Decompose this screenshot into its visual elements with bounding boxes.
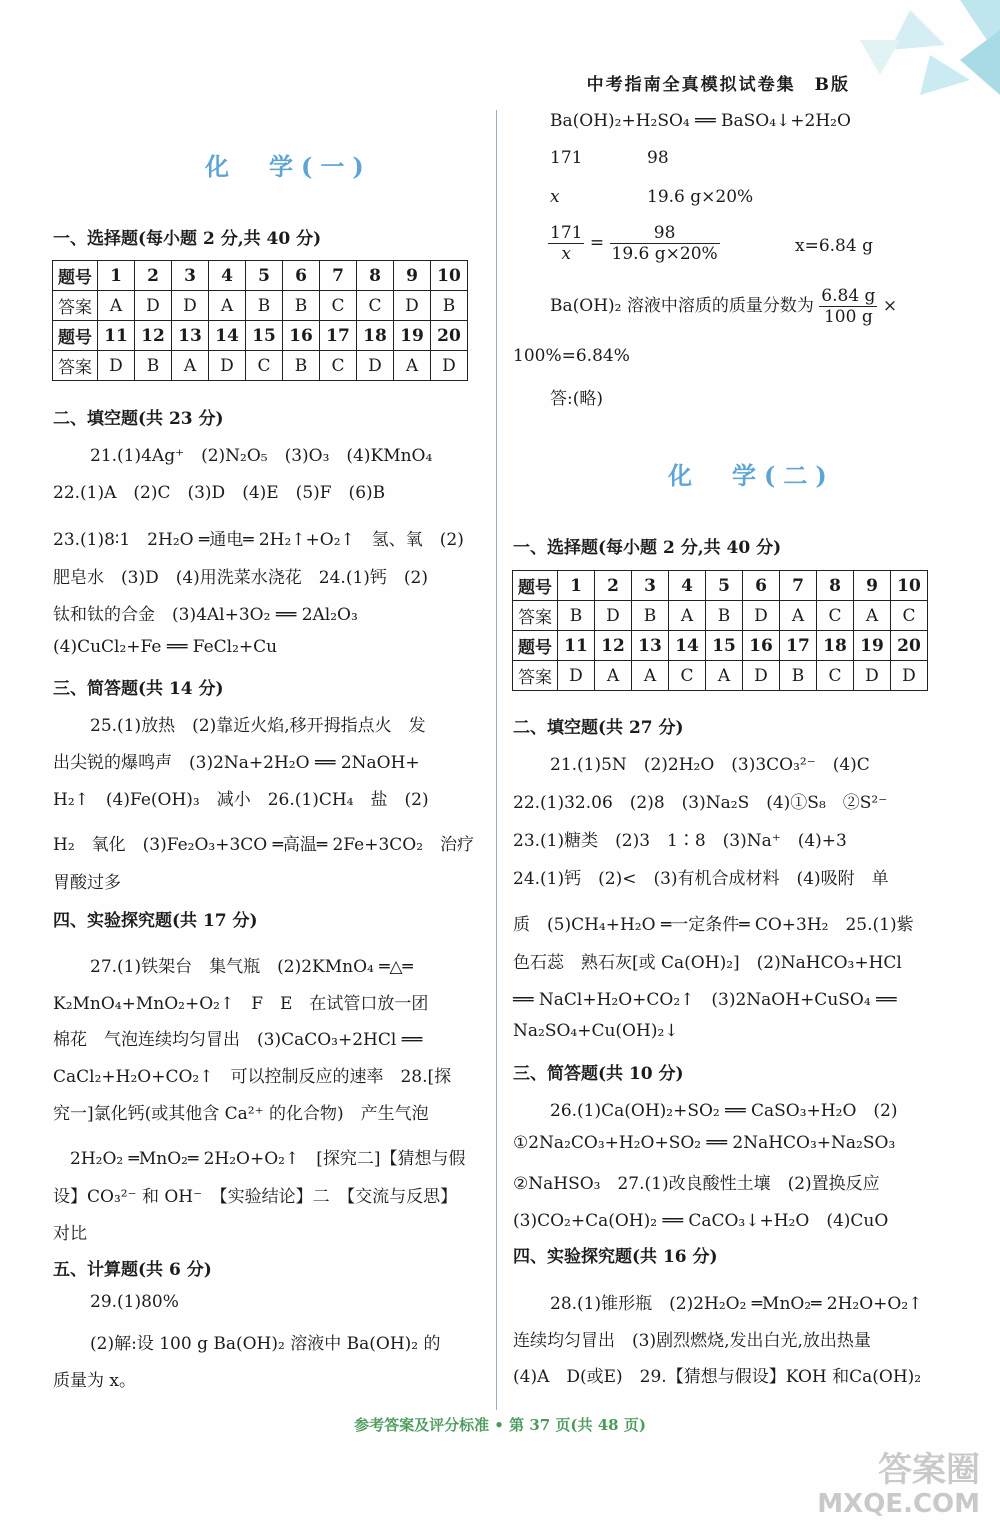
table-cell: 1: [558, 571, 595, 601]
answer-line: 究一]氯化钙(或其他含 Ca²⁺ 的化合物) 产生气泡: [53, 1104, 429, 1124]
fraction: [548, 223, 584, 264]
table-cell: 13: [632, 631, 669, 661]
answer-line: (2)解:设 100 g Ba(OH)₂ 溶液中 Ba(OH)₂ 的: [90, 1334, 441, 1354]
answer-line: H₂ 氧化 (3)Fe₂O₃+3CO ═高温═ 2Fe+3CO₂ 治疗: [53, 835, 475, 855]
table-cell: D: [357, 351, 394, 381]
table-label: 答案: [53, 291, 98, 321]
table-cell: 3: [632, 571, 669, 601]
table-cell: 17: [320, 321, 357, 351]
table-cell: B: [246, 291, 283, 321]
table-cell: D: [891, 661, 928, 691]
table-cell: B: [632, 601, 669, 631]
table-cell: A: [669, 601, 706, 631]
fraction-numerator: 98: [610, 223, 720, 244]
answer-line: 连续均匀冒出 (3)剧烈燃烧,发出白光,放出热量: [513, 1331, 871, 1351]
answer-line: CaCl₂+H₂O+CO₂↑ 可以控制反应的速率 28.[探: [53, 1067, 452, 1087]
table-cell: A: [209, 291, 246, 321]
table-cell: A: [98, 291, 135, 321]
table-cell: A: [172, 351, 209, 381]
table-cell: C: [891, 601, 928, 631]
answer-line: ══ NaCl+H₂O+CO₂↑ (3)2NaOH+CuSO₄ ══: [513, 990, 897, 1010]
answer-table-2: [512, 570, 928, 691]
answer-line: 质量为 x。: [53, 1371, 136, 1391]
heading-calc: 五、计算题(共 6 分): [53, 1260, 212, 1280]
table-cell: 4: [209, 261, 246, 291]
fraction: [610, 223, 720, 264]
table-cell: 3: [172, 261, 209, 291]
heading-choice: 一、选择题(每小题 2 分,共 40 分): [53, 229, 322, 249]
page-footer: 参考答案及评分标准 • 第 37 页(共 48 页): [354, 1416, 646, 1434]
fraction-numerator: 171: [550, 223, 583, 243]
table-cell: 10: [891, 571, 928, 601]
answer-line: H₂↑ (4)Fe(OH)₃ 减小 26.(1)CH₄ 盐 (2): [53, 790, 429, 810]
heading-choice: 一、选择题(每小题 2 分,共 40 分): [513, 538, 782, 558]
table-cell: D: [394, 291, 431, 321]
table-row: [53, 261, 468, 291]
table-cell: 15: [706, 631, 743, 661]
table-row: [513, 661, 928, 691]
table-cell: D: [854, 661, 891, 691]
table-cell: 12: [595, 631, 632, 661]
table-cell: 16: [743, 631, 780, 661]
answer-line: 29.(1)80%: [90, 1292, 179, 1312]
answer-line: 肥皂水 (3)D (4)用洗菜水浇花 24.(1)钙 (2): [53, 568, 428, 588]
times-sign: ×: [882, 296, 898, 316]
answer-line: (3)CO₂+Ca(OH)₂ ══ CaCO₃↓+H₂O (4)CuO: [513, 1211, 889, 1231]
table-cell: 18: [357, 321, 394, 351]
table-row: [513, 601, 928, 631]
answer-line: 25.(1)放热 (2)靠近火焰,移开拇指点火 发: [90, 716, 426, 736]
table-cell: 11: [98, 321, 135, 351]
table-cell: C: [817, 601, 854, 631]
table-cell: C: [669, 661, 706, 691]
table-cell: 2: [135, 261, 172, 291]
table-cell: 13: [172, 321, 209, 351]
table-row: [53, 291, 468, 321]
fraction-denominator: 100 g: [823, 307, 873, 327]
table-cell: 7: [780, 571, 817, 601]
heading-fill: 二、填空题(共 27 分): [513, 718, 684, 738]
table-cell: 11: [558, 631, 595, 661]
answer-line: 设】CO₃²⁻ 和 OH⁻ 【实验结论】二 【交流与反思】: [53, 1187, 458, 1207]
table-cell: B: [558, 601, 595, 631]
table-label: 题号: [513, 571, 558, 601]
table-cell: 9: [394, 261, 431, 291]
answer-line: 出尖锐的爆鸣声 (3)2Na+2H₂O ══ 2NaOH+: [53, 753, 420, 773]
watermark-url: MXQE.COM: [817, 1489, 980, 1519]
table-cell: 2: [595, 571, 632, 601]
table-cell: 19: [394, 321, 431, 351]
table-cell: 5: [246, 261, 283, 291]
table-cell: 5: [706, 571, 743, 601]
calc-result: x=6.84 g: [795, 236, 873, 256]
table-cell: B: [431, 291, 468, 321]
answer-line: 对比: [53, 1224, 87, 1244]
answer-line: (4)A D(或E) 29.【猜想与假设】KOH 和Ca(OH)₂: [513, 1367, 922, 1387]
answer-line: 色石蕊 熟石灰[或 Ca(OH)₂] (2)NaHCO₃+HCl: [513, 953, 902, 973]
equals-sign: =: [589, 233, 605, 253]
answer-line: ①2Na₂CO₃+H₂O+SO₂ ══ 2NaHCO₃+Na₂SO₃: [513, 1133, 896, 1153]
answer-line: 棉花 气泡连续均匀冒出 (3)CaCO₃+2HCl ══: [53, 1030, 423, 1050]
concentration-line: [550, 286, 897, 327]
calc-value: 98: [647, 148, 669, 168]
table-label: 题号: [53, 321, 98, 351]
table-cell: 10: [431, 261, 468, 291]
table-cell: 7: [320, 261, 357, 291]
table-row: [513, 631, 928, 661]
calc-result: 100%=6.84%: [513, 346, 630, 366]
table-cell: 16: [283, 321, 320, 351]
table-cell: 8: [357, 261, 394, 291]
fraction-denominator: x: [561, 244, 572, 264]
table-cell: 20: [891, 631, 928, 661]
fraction: [819, 286, 877, 327]
section-title-chem-2: 化 学(二): [668, 461, 835, 490]
table-cell: B: [283, 291, 320, 321]
heading-short: 三、简答题(共 14 分): [53, 679, 224, 699]
table-cell: B: [135, 351, 172, 381]
heading-experiment: 四、实验探究题(共 16 分): [513, 1247, 718, 1267]
table-cell: 1: [98, 261, 135, 291]
column-divider: [496, 110, 497, 1410]
table-cell: D: [558, 661, 595, 691]
calc-value: 19.6 g×20%: [647, 187, 754, 207]
table-cell: C: [320, 291, 357, 321]
heading-short: 三、简答题(共 10 分): [513, 1064, 684, 1084]
answer-note: 答:(略): [550, 389, 603, 409]
table-cell: D: [209, 351, 246, 381]
table-cell: A: [632, 661, 669, 691]
fraction-numerator: 6.84 g: [821, 286, 876, 306]
table-cell: 14: [669, 631, 706, 661]
table-cell: 4: [669, 571, 706, 601]
section-title-chem-1: 化 学(一): [205, 152, 372, 181]
answer-line: 26.(1)Ca(OH)₂+SO₂ ══ CaSO₃+H₂O (2): [550, 1101, 898, 1121]
answer-line: (4)CuCl₂+Fe ══ FeCl₂+Cu: [53, 637, 278, 657]
table-cell: C: [320, 351, 357, 381]
table-row: [53, 321, 468, 351]
table-row: [53, 351, 468, 381]
table-cell: B: [706, 601, 743, 631]
answer-line: 23.(1)8∶1 2H₂O ═通电═ 2H₂↑+O₂↑ 氢、氧 (2): [53, 530, 464, 550]
table-label: 题号: [53, 261, 98, 291]
answer-table-1: [52, 260, 468, 381]
table-cell: D: [595, 601, 632, 631]
table-cell: A: [780, 601, 817, 631]
table-cell: B: [283, 351, 320, 381]
table-label: 答案: [513, 601, 558, 631]
table-cell: D: [431, 351, 468, 381]
heading-experiment: 四、实验探究题(共 17 分): [53, 911, 258, 931]
table-cell: 15: [246, 321, 283, 351]
table-cell: C: [817, 661, 854, 691]
answer-line: 21.(1)4Ag⁺ (2)N₂O₅ (3)O₃ (4)KMnO₄: [90, 446, 433, 466]
table-cell: 19: [854, 631, 891, 661]
calc-value: 171: [550, 148, 583, 168]
table-cell: 12: [135, 321, 172, 351]
answer-line: 质 (5)CH₄+H₂O ═一定条件═ CO+3H₂ 25.(1)紫: [513, 915, 914, 935]
table-label: 题号: [513, 631, 558, 661]
answer-line: 2H₂O₂ ═MnO₂═ 2H₂O+O₂↑ [探究二]【猜想与假: [70, 1149, 466, 1169]
answer-line: K₂MnO₄+MnO₂+O₂↑ F E 在试管口放一团: [53, 994, 429, 1014]
book-header: 中考指南全真模拟试卷集 B版: [586, 75, 850, 95]
watermark-logo: 答案圈: [878, 1450, 980, 1490]
table-cell: D: [172, 291, 209, 321]
table-row: [513, 571, 928, 601]
answer-line: 28.(1)锥形瓶 (2)2H₂O₂ ═MnO₂═ 2H₂O+O₂↑: [550, 1294, 923, 1314]
calc-value: x: [550, 187, 560, 207]
calc-equation: Ba(OH)₂+H₂SO₄ ══ BaSO₄↓+2H₂O: [550, 111, 851, 131]
answer-line: 27.(1)铁架台 集气瓶 (2)2KMnO₄ ═△═: [90, 957, 413, 977]
table-cell: C: [357, 291, 394, 321]
table-cell: B: [780, 661, 817, 691]
concentration-text: Ba(OH)₂ 溶液中溶质的质量分数为: [550, 296, 814, 316]
heading-fill: 二、填空题(共 23 分): [53, 409, 224, 429]
table-cell: A: [706, 661, 743, 691]
table-cell: A: [854, 601, 891, 631]
table-cell: 6: [283, 261, 320, 291]
table-cell: A: [595, 661, 632, 691]
answer-line: 钛和钛的合金 (3)4Al+3O₂ ══ 2Al₂O₃: [53, 605, 358, 625]
table-cell: 17: [780, 631, 817, 661]
answer-line: 胃酸过多: [53, 873, 121, 893]
table-cell: D: [743, 661, 780, 691]
table-cell: 9: [854, 571, 891, 601]
table-cell: 6: [743, 571, 780, 601]
answer-line: 22.(1)32.06 (2)8 (3)Na₂S (4)①S₈ ②S²⁻: [513, 793, 888, 813]
table-label: 答案: [513, 661, 558, 691]
answer-line: 24.(1)钙 (2)< (3)有机合成材料 (4)吸附 单: [513, 869, 889, 889]
answer-line: Na₂SO₄+Cu(OH)₂↓: [513, 1021, 679, 1041]
table-cell: 20: [431, 321, 468, 351]
table-cell: D: [98, 351, 135, 381]
table-label: 答案: [53, 351, 98, 381]
table-cell: D: [743, 601, 780, 631]
table-cell: 18: [817, 631, 854, 661]
table-cell: 14: [209, 321, 246, 351]
answer-line: 22.(1)A (2)C (3)D (4)E (5)F (6)B: [53, 483, 386, 503]
table-cell: D: [135, 291, 172, 321]
table-cell: C: [246, 351, 283, 381]
answer-line: ②NaHSO₃ 27.(1)改良酸性土壤 (2)置换反应: [513, 1174, 880, 1194]
table-cell: A: [394, 351, 431, 381]
answer-line: 21.(1)5N (2)2H₂O (3)3CO₃²⁻ (4)C: [550, 755, 870, 775]
table-cell: 8: [817, 571, 854, 601]
fraction-denominator: 19.6 g×20%: [611, 244, 718, 264]
proportion-equation: [548, 223, 720, 264]
answer-line: 23.(1)糖类 (2)3 1∶8 (3)Na⁺ (4)+3: [513, 831, 847, 851]
